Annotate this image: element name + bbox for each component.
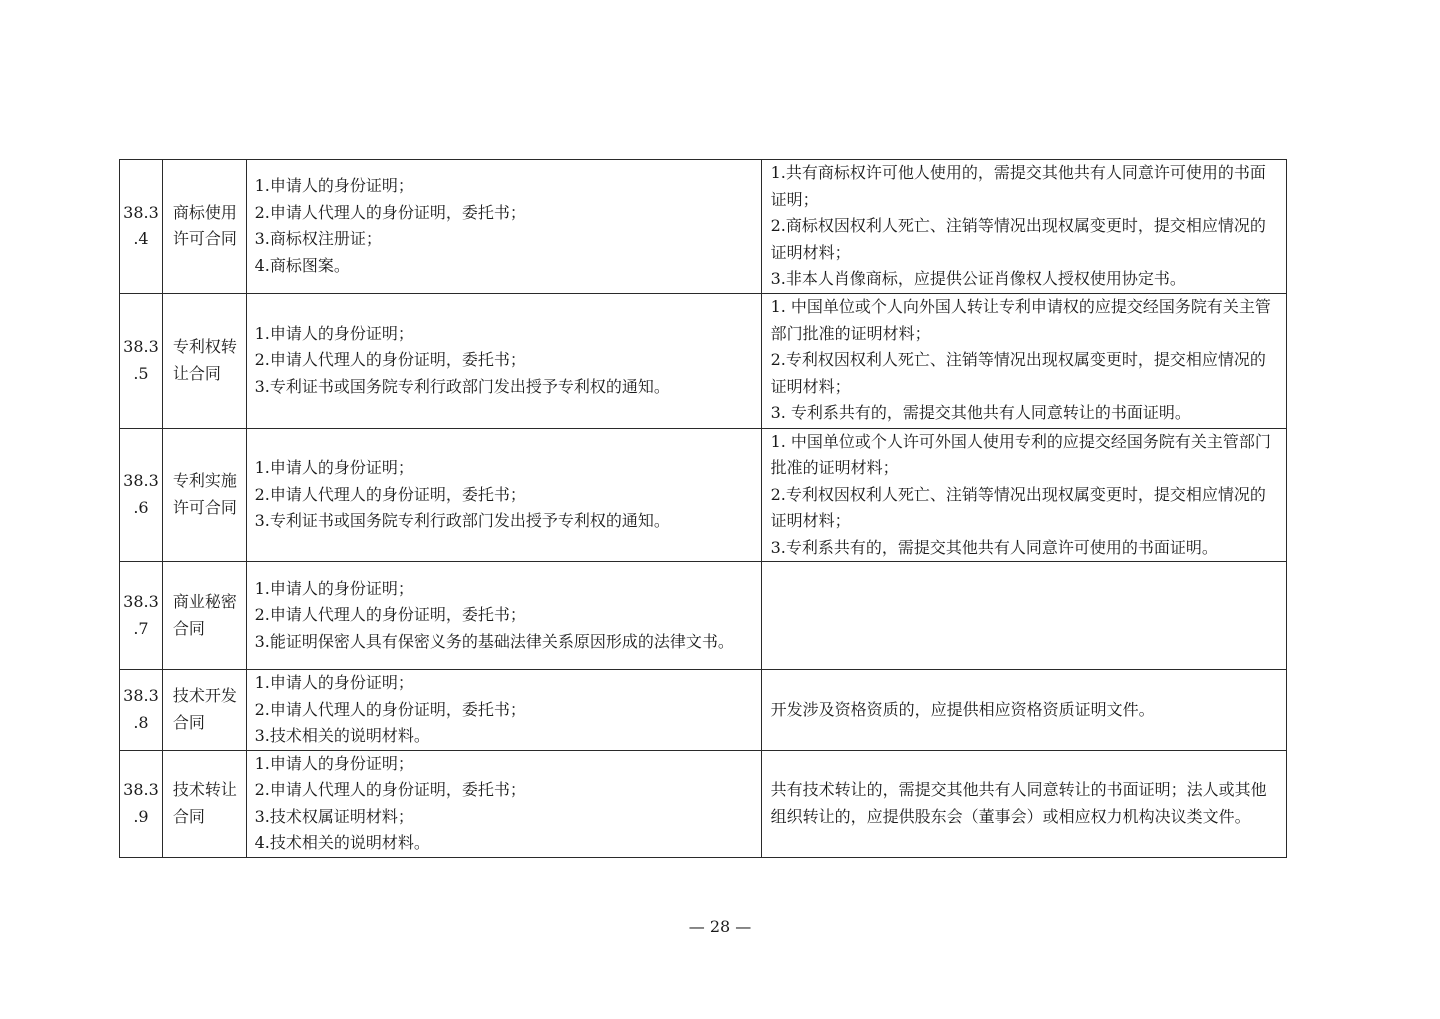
material-item: 2.申请人代理人的身份证明，委托书； [254, 780, 526, 799]
required-materials-cell [246, 160, 761, 294]
additional-requirements-cell [761, 428, 1286, 562]
table-row [120, 750, 1287, 857]
material-item: 3.专利证书或国务院专利行政部门发出授予专利权的通知。 [254, 376, 670, 396]
additional-requirements-cell [761, 160, 1286, 294]
table-row [120, 670, 1287, 751]
requirement-item: 2.专利权因权利人死亡、注销等情况出现权属变更时，提交相应情况的证明材料； [770, 350, 1266, 396]
material-item: 1.申请人的身份证明； [254, 673, 414, 692]
requirement-item: 2.商标权因权利人死亡、注销等情况出现权属变更时，提交相应情况的证明材料； [770, 216, 1266, 262]
contract-type-cell: 技术转让合同 [162, 750, 246, 857]
requirement-item: 3. 专利系共有的，需提交其他共有人同意转让的书面证明。 [770, 403, 1191, 423]
clause-number-cell: 38.3 .6 [120, 428, 163, 562]
required-materials-cell [246, 670, 761, 751]
contract-type-cell: 专利实施许可合同 [162, 428, 246, 562]
required-materials-cell [246, 428, 761, 562]
requirement-item: 1. 中国单位或个人向外国人转让专利申请权的应提交经国务院有关主管部门批准的证明材料； [770, 297, 1271, 343]
requirement-item: 开发涉及资格资质的，应提供相应资格资质证明文件。 [770, 699, 1155, 719]
table-row [120, 160, 1287, 294]
material-item: 1.申请人的身份证明； [254, 323, 414, 343]
material-item: 4.商标图案。 [254, 255, 350, 275]
table-row [120, 428, 1287, 562]
clause-number-cell: 38.3 .4 [120, 160, 163, 294]
material-item: 1.申请人的身份证明； [254, 753, 414, 773]
contract-materials-table [119, 159, 1287, 858]
contract-type-cell: 专利权转让合同 [162, 293, 246, 428]
material-item: 1.申请人的身份证明； [254, 578, 414, 598]
additional-requirements-cell [761, 293, 1286, 428]
requirement-item: 1. 中国单位或个人许可外国人使用专利的应提交经国务院有关主管部门批准的证明材料； [770, 431, 1271, 477]
material-item: 3.商标权注册证； [254, 229, 382, 249]
material-item: 3.技术相关的说明材料。 [254, 726, 430, 745]
clause-number-cell: 38.3 .7 [120, 562, 163, 670]
requirement-item: 1.共有商标权许可他人使用的，需提交其他共有人同意许可使用的书面证明； [770, 163, 1266, 209]
required-materials-cell [246, 562, 761, 670]
additional-requirements-cell [761, 750, 1286, 857]
material-item: 2.申请人代理人的身份证明，委托书； [254, 202, 526, 222]
material-item: 3.技术权属证明材料； [254, 806, 414, 826]
material-item: 1.申请人的身份证明； [254, 176, 414, 196]
clause-number-cell: 38.3 .5 [120, 293, 163, 428]
material-item: 3.能证明保密人具有保密义务的基础法律关系原因形成的法律文书。 [254, 631, 734, 651]
material-item: 3.专利证书或国务院专利行政部门发出授予专利权的通知。 [254, 511, 670, 530]
clause-number-cell: 38.3 .9 [120, 750, 163, 857]
page-number: — 28 — [688, 917, 752, 936]
material-item: 2.申请人代理人的身份证明，委托书； [254, 350, 526, 370]
material-item: 2.申请人代理人的身份证明，委托书； [254, 605, 526, 625]
material-item: 1.申请人的身份证明； [254, 458, 414, 477]
requirement-item: 2.专利权因权利人死亡、注销等情况出现权属变更时，提交相应情况的证明材料； [770, 484, 1266, 530]
additional-requirements-cell [761, 670, 1286, 751]
material-item: 2.申请人代理人的身份证明，委托书； [254, 484, 526, 504]
requirement-item: 3.专利系共有的，需提交其他共有人同意许可使用的书面证明。 [770, 537, 1218, 557]
additional-requirements-cell [761, 562, 1286, 670]
requirement-item: 共有技术转让的，需提交其他共有人同意转让的书面证明；法人或其他组织转让的，应提供股东会（董事会）或相应权力机构决议类文件。 [770, 780, 1267, 826]
contract-type-cell: 商标使用许可合同 [162, 160, 246, 294]
material-item: 2.申请人代理人的身份证明，委托书； [254, 699, 526, 719]
contract-type-cell: 商业秘密合同 [162, 562, 246, 670]
table-row [120, 293, 1287, 428]
required-materials-cell [246, 293, 761, 428]
requirement-item: 3.非本人肖像商标，应提供公证肖像权人授权使用协定书。 [770, 269, 1186, 288]
clause-number-cell: 38.3 .8 [120, 670, 163, 751]
required-materials-cell [246, 750, 761, 857]
table-row [120, 562, 1287, 670]
material-item: 4.技术相关的说明材料。 [254, 833, 430, 852]
contract-type-cell: 技术开发合同 [162, 670, 246, 751]
